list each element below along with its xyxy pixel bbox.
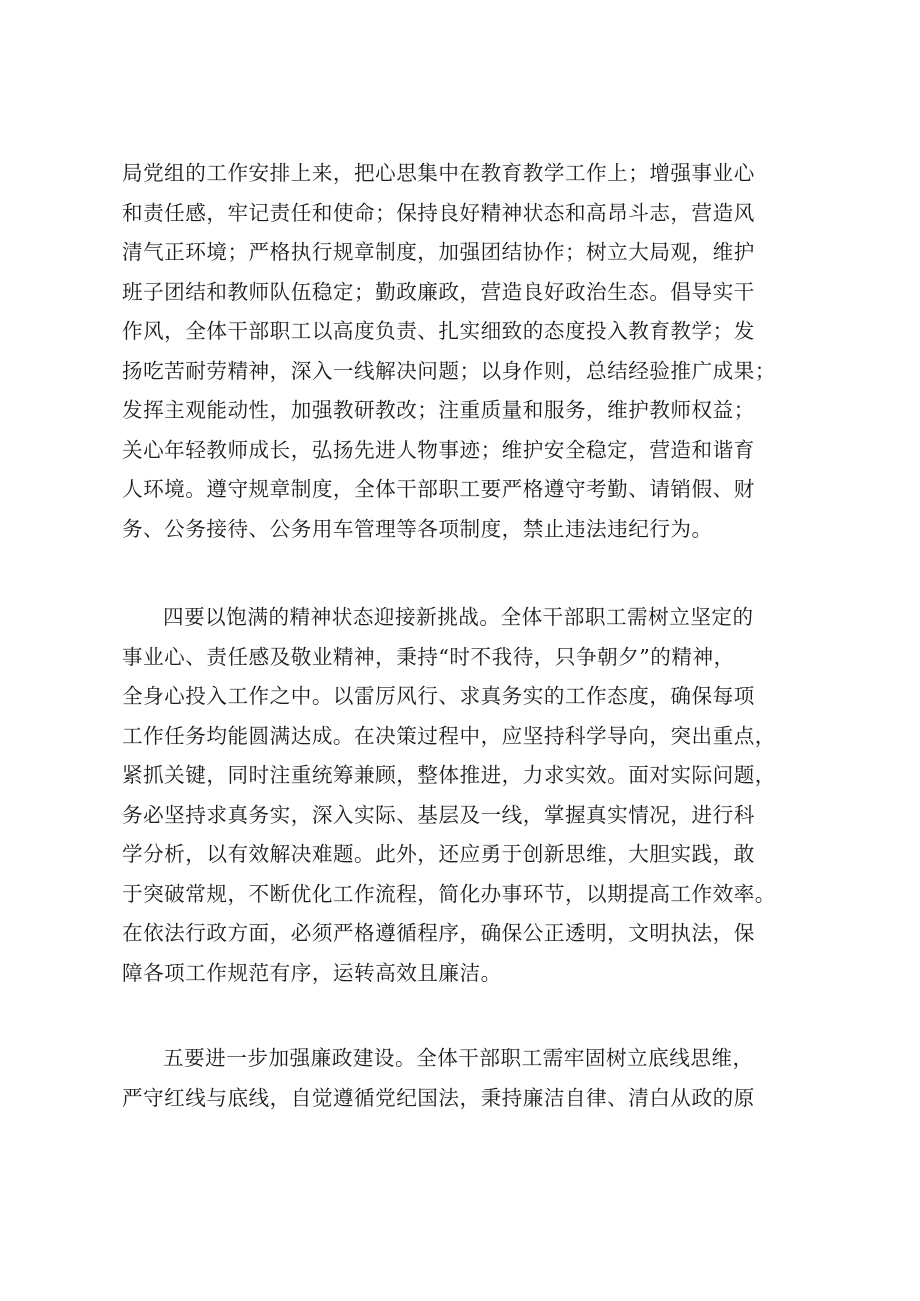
text-line: 全身心投入工作之中。以雷厉风行、求真务实的工作态度，确保每项: [122, 684, 755, 708]
text-line: 务必坚持求真务实，深入实际、基层及一线，掌握真实情况，进行科: [122, 802, 755, 827]
text-line: 紧抓关键，同时注重统筹兼顾，整体推进，力求实效。面对实际问题，: [122, 763, 776, 787]
text-line: 作风，全体干部职工以高度负责、扎实细致的态度投入教育教学；发: [122, 319, 755, 343]
text-line: 和责任感，牢记责任和使命；保持良好精神状态和高昂斗志，营造风: [122, 200, 755, 225]
text-line: 局党组的工作安排上来，把心思集中在教育教学工作上；增强事业心: [122, 161, 755, 185]
text-line: 严守红线与底线，自觉遵循党纪国法，秉持廉洁自律、清白从政的原: [122, 1085, 755, 1110]
text-line: 关心年轻教师成长，弘扬先进人物事迹；维护安全稳定，营造和谐育: [122, 437, 755, 462]
text-line: 于突破常规，不断优化工作流程，简化办事环节，以期提高工作效率。: [122, 881, 776, 906]
text-line: 障各项工作规范有序，运转高效且廉洁。: [122, 960, 502, 985]
paragraph-four: [122, 598, 798, 993]
text-line: 工作任务均能圆满达成。在决策过程中，应坚持科学导向，突出重点，: [122, 723, 776, 748]
text-line: 人环境。遵守规章制度，全体干部职工要严格遵守考勤、请销假、财: [122, 477, 755, 501]
text-line: 扬吃苦耐劳精神，深入一线解决问题；以身作则，总结经验推广成果；: [122, 358, 776, 383]
text-line: 四要以饱满的精神状态迎接新挑战。全体干部职工需树立坚定的: [163, 605, 754, 629]
text-line: 学分析，以有效解决难题。此外，还应勇于创新思维，大胆实践，敢: [122, 842, 755, 866]
text-line: 发挥主观能动性，加强教研教改；注重质量和服务，维护教师权益；: [122, 398, 755, 422]
paragraph-continued: [122, 154, 798, 549]
text-line: 班子团结和教师队伍稳定；勤政廉政，营造良好政治生态。倡导实干: [122, 279, 755, 304]
text-line: 务、公务接待、公务用车管理等各项制度，禁止违法违纪行为。: [122, 516, 713, 541]
text-line: 事业心、责任感及敬业精神，秉持“时不我待，只争朝夕”的精神，: [122, 644, 735, 669]
paragraph-five: [122, 1039, 798, 1118]
text-line: 在依法行政方面，必须严格遵循程序，确保公正透明，文明执法，保: [122, 921, 755, 945]
text-line: 清气正环境；严格执行规章制度，加强团结协作；树立大局观，维护: [122, 240, 755, 264]
text-line: 五要进一步加强廉政建设。全体干部职工需牢固树立底线思维，: [163, 1046, 754, 1070]
